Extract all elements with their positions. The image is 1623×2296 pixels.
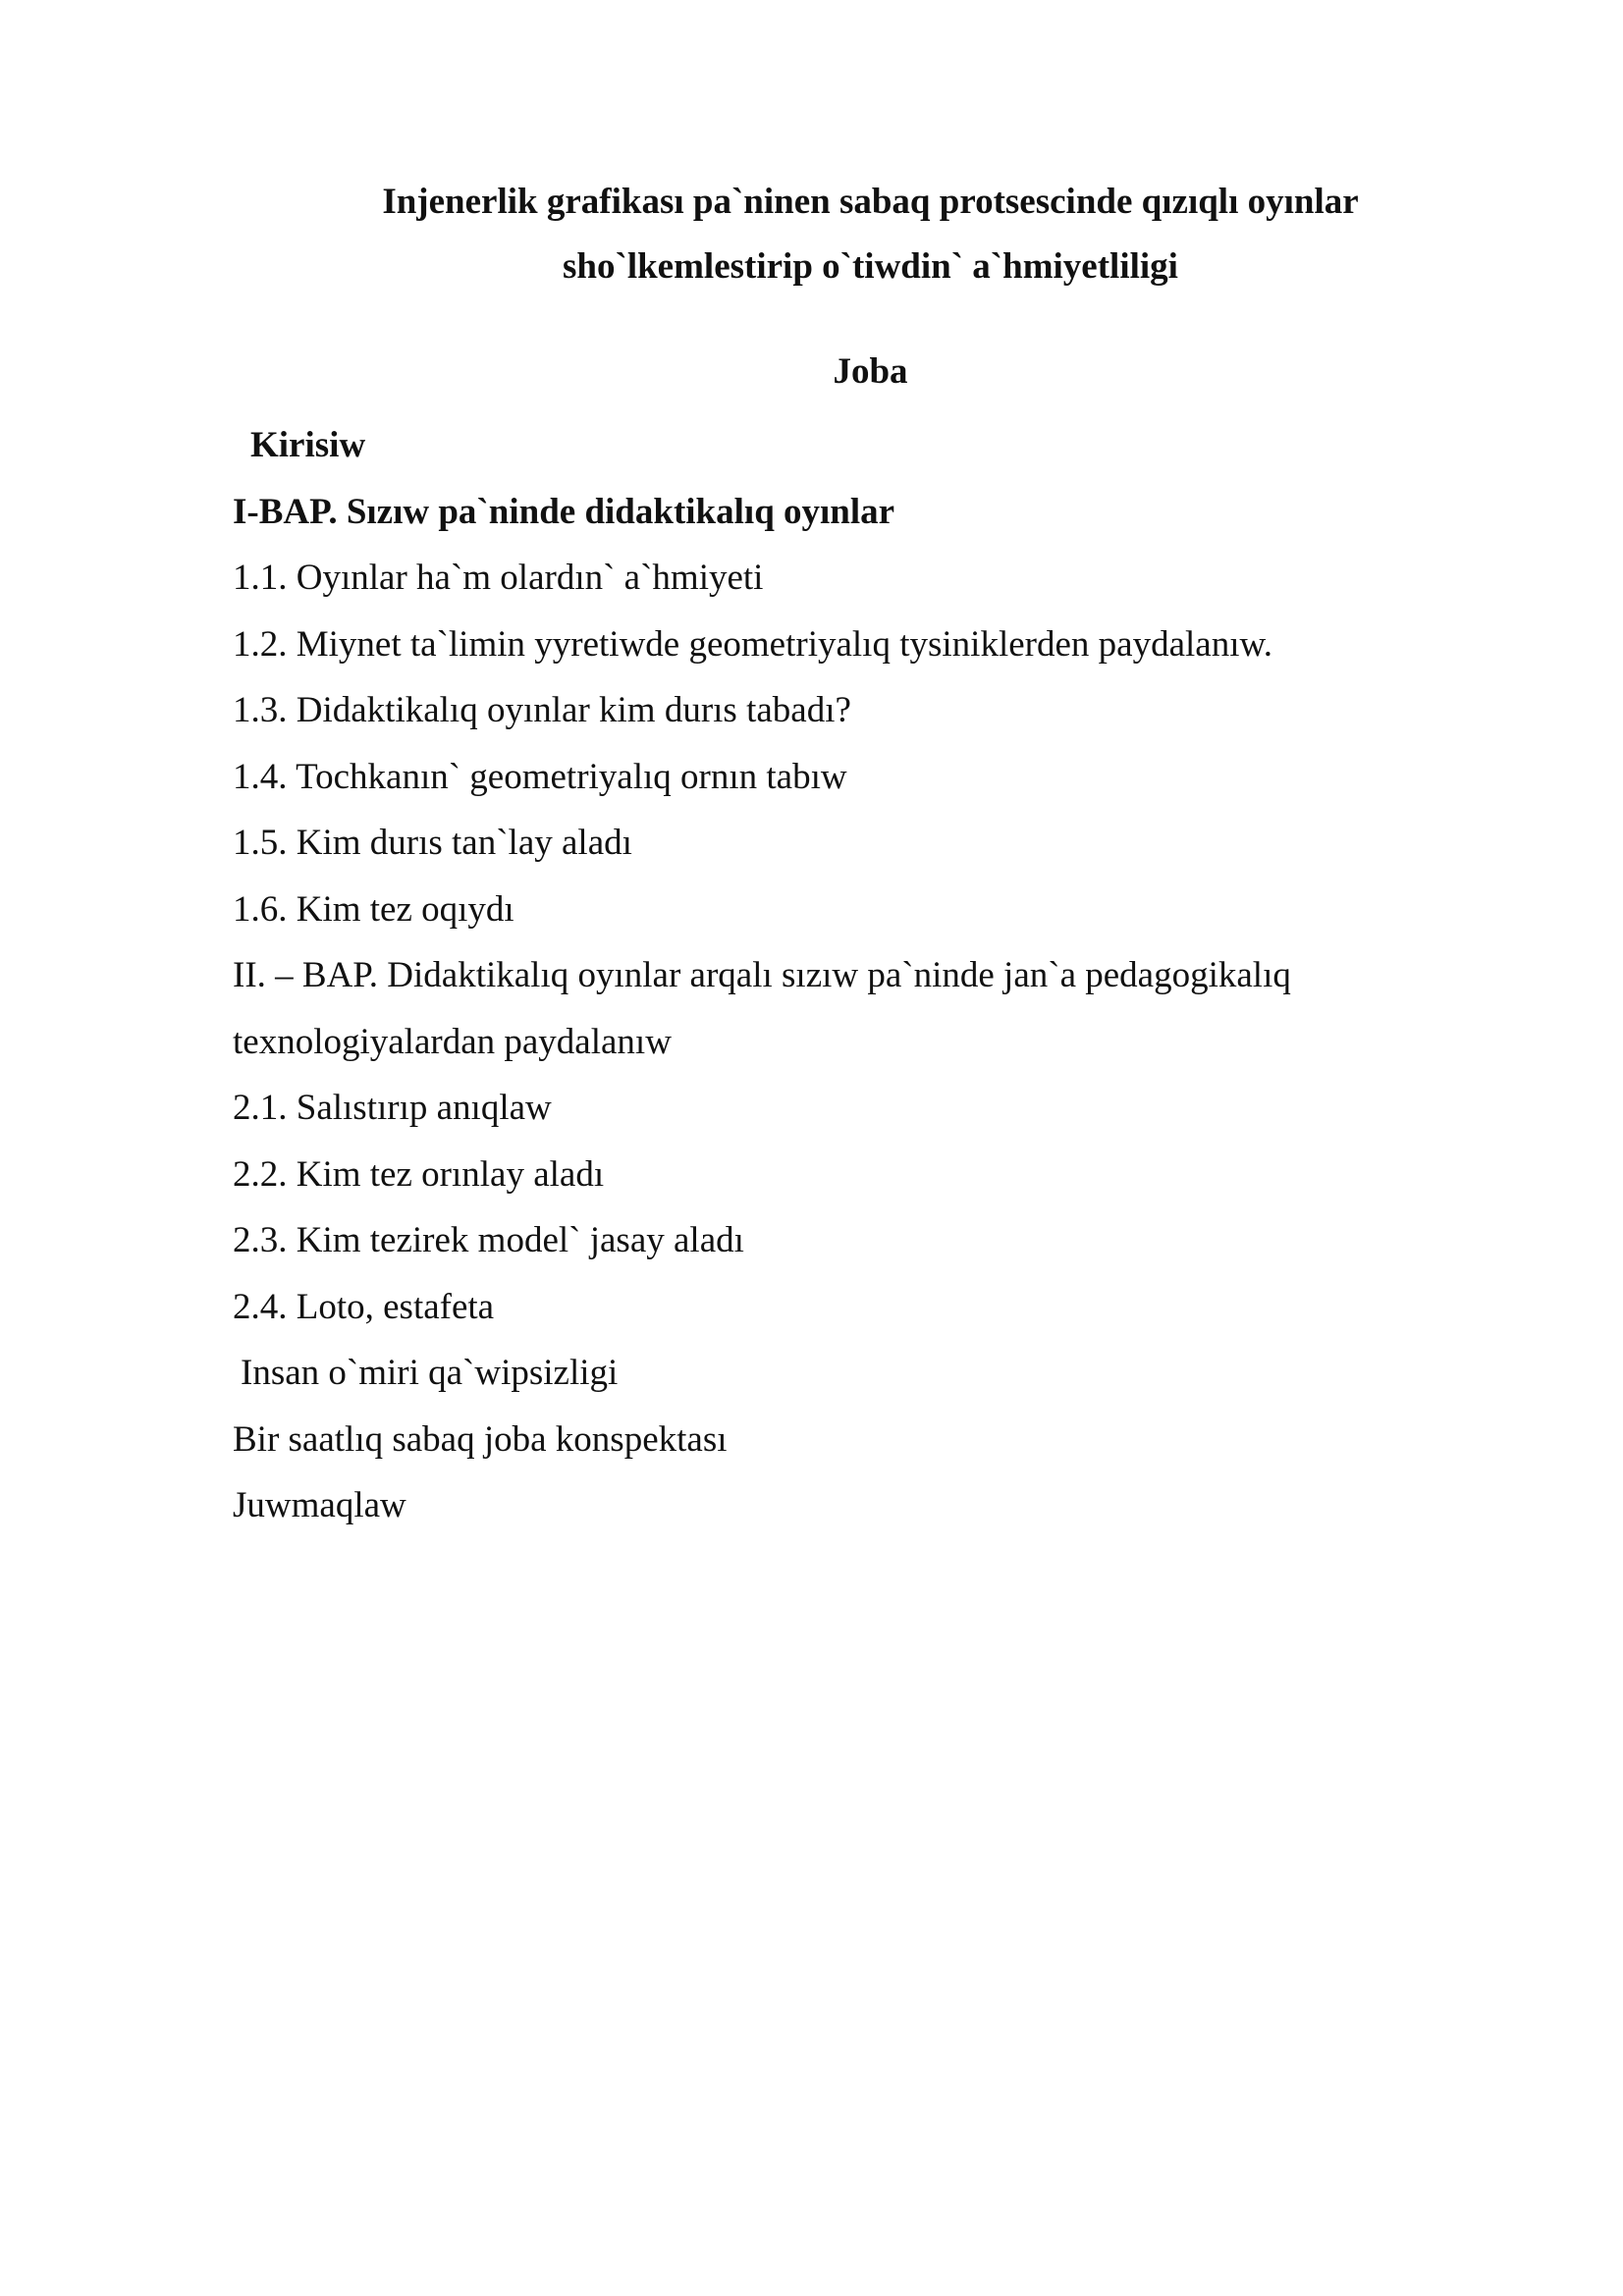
toc-item: 1.1. Oyınlar ha`m olardın` a`hmiyeti bbox=[233, 558, 764, 598]
toc-item: Insan o`miri qa`wipsizligi bbox=[241, 1353, 619, 1393]
toc-item: 2.4. Loto, estafeta bbox=[233, 1286, 495, 1327]
toc-item-chapter-2: II. – BAP. Didaktikalıq oyınlar arqalı sızıw pa`ninde jan`a pedagogikalıq bbox=[233, 955, 1291, 995]
toc-item: 1.2. Miynet ta`limin yyretiwde geometriyalıq tysiniklerden paydalanıw. bbox=[233, 623, 1273, 665]
toc-item: Bir saatlıq sabaq joba konspektası bbox=[233, 1418, 728, 1460]
title-line-1: Injenerlik grafikası pa`ninen sabaq protsescinde qızıqlı oyınlar bbox=[382, 181, 1359, 222]
toc-item-chapter-1: I-BAP. Sızıw pa`ninde didaktikalıq oyınlar bbox=[233, 491, 895, 532]
toc-item: 2.3. Kim tezirek model` jasay aladı bbox=[233, 1220, 744, 1260]
toc-item-chapter-2-continued: texnologiyalardan paydalanıw bbox=[233, 1021, 672, 1062]
document-title bbox=[0, 170, 1623, 299]
title-line-2: sho`lkemlestirip o`tiwdin` a`hmiyetliligi bbox=[563, 245, 1178, 287]
plan-heading: Joba bbox=[833, 351, 908, 392]
table-of-contents bbox=[233, 412, 1470, 1539]
toc-item: 1.6. Kim tez oqıydı bbox=[233, 888, 514, 930]
toc-item-conclusion: Juwmaqlaw bbox=[233, 1485, 406, 1525]
toc-item: 2.2. Kim tez orınlay aladı bbox=[233, 1153, 605, 1195]
toc-item: 1.3. Didaktikalıq oyınlar kim durıs tabadı? bbox=[233, 690, 851, 730]
toc-item: 1.4. Tochkanın` geometriyalıq ornın tabıw bbox=[233, 756, 847, 797]
toc-item: 2.1. Salıstırıp anıqlaw bbox=[233, 1088, 552, 1128]
toc-item: 1.5. Kim durıs tan`lay aladı bbox=[233, 823, 632, 863]
toc-item-introduction: Kirisiw bbox=[250, 425, 366, 465]
